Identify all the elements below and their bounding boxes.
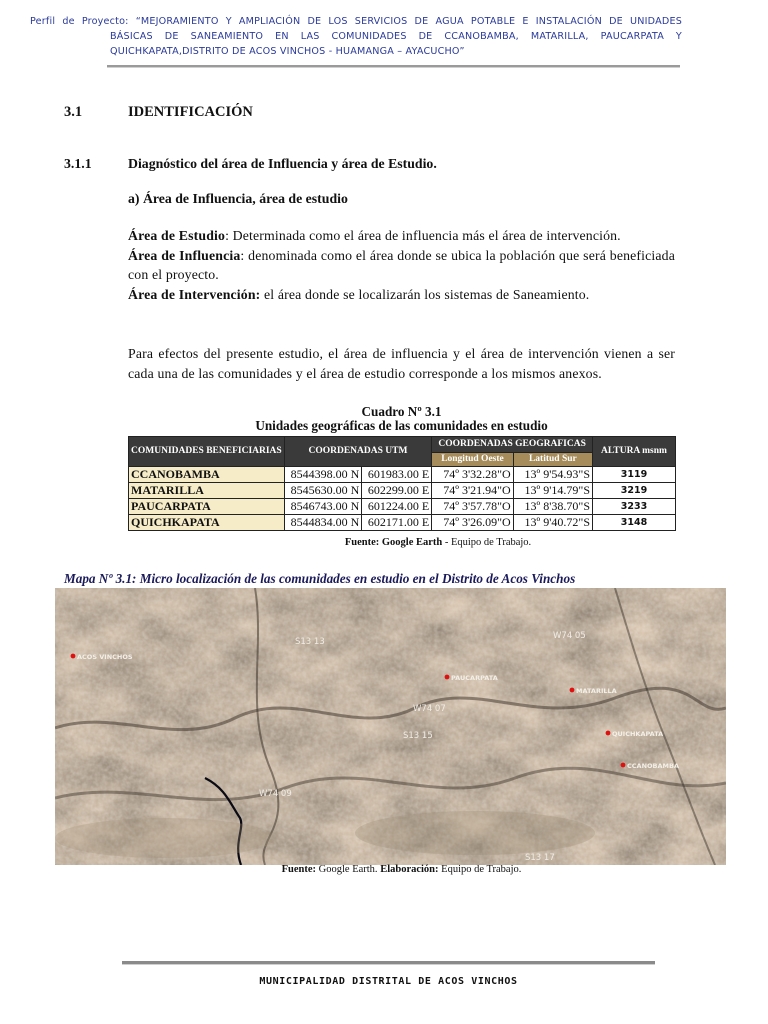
page-footer: MUNICIPALIDAD DISTRITAL DE ACOS VINCHOS [259, 976, 518, 987]
table-source-label: Fuente: [344, 537, 380, 548]
map-grid-label: S13 17 [525, 853, 555, 863]
table-caption-number: Cuadro Nº 3.1 [361, 404, 442, 419]
cell-name: CCANOBAMBA [129, 467, 285, 483]
table-source-extra: - Equipo de Trabajo. [442, 537, 532, 548]
subsection-number: 3.1.1 [64, 156, 92, 171]
map-source-text: Google Earth. [316, 864, 378, 875]
map-place-label: CCANOBAMBA [627, 762, 679, 770]
satellite-map [55, 588, 726, 865]
body-paragraph: Para efectos del presente estudio, el área de influencia y el área de intervención vienen a ser cada una de las comunidades y el área de estudio corresponde a los mismos anexos. [128, 346, 675, 381]
header-line-2: BÁSICAS DE SANEAMIENTO EN LAS COMUNIDADES DE CCANOBAMBA, MATARILLA, PAUCARPATA Y [110, 31, 682, 42]
map-source [128, 864, 675, 875]
term-estudio: Área de Estudio [128, 228, 226, 243]
table-row [129, 499, 676, 515]
col-comunidades: COMUNIDADES BENEFICIARIAS [129, 437, 285, 467]
cell-utm-n: 8546743.00 N [284, 499, 362, 515]
definition-intervencion [128, 285, 675, 305]
definition-estudio [128, 226, 675, 246]
text-estudio: : Determinada como el área de influencia más el área de intervención. [225, 228, 621, 243]
map-elab-label: Elaboración: [377, 864, 439, 875]
map-place-label: QUICHKAPATA [612, 730, 664, 738]
map-title: Mapa Nº 3.1: Micro localización de las comunidades en estudio en el Distrito de Acos Vinchos [64, 571, 576, 586]
table-caption-title: Unidades geográficas de las comunidades en estudio [255, 418, 548, 433]
map-source-label: Fuente: [281, 864, 317, 875]
marker-ccanobamba [621, 763, 626, 768]
map-grid-label: S13 15 [403, 731, 433, 741]
cell-lat: 13º 9'40.72"S [513, 515, 592, 531]
definition-influencia [128, 246, 675, 285]
col-geo: COORDENADAS GEOGRAFICAS [432, 437, 593, 453]
cell-name: MATARILLA [129, 483, 285, 499]
term-intervencion: Área de Intervención: [128, 286, 261, 302]
map-canvas [55, 588, 726, 865]
subsection-title: Diagnóstico del área de Influencia y área de Estudio. [128, 156, 437, 171]
table-row [129, 483, 676, 499]
cell-utm-n: 8544834.00 N [284, 515, 362, 531]
term-influencia: Área de Influencia [128, 247, 241, 263]
cell-utm-e: 601983.00 E [362, 467, 432, 483]
cell-utm-e: 601224.00 E [362, 499, 432, 515]
cell-lon: 74º 3'26.09"O [432, 515, 513, 531]
cell-utm-e: 602299.00 E [362, 483, 432, 499]
page-header [30, 14, 682, 59]
cell-name: QUICHKAPATA [129, 515, 285, 531]
footer-divider [122, 961, 655, 965]
coordinates-table [128, 436, 676, 531]
table-row [129, 467, 676, 483]
table-source [128, 537, 748, 548]
map-grid-label: W74 07 [413, 704, 446, 714]
map-grid-label: W74 09 [259, 789, 292, 799]
map-place-label: PAUCARPATA [451, 674, 498, 682]
cell-lon: 74º 3'32.28"O [432, 467, 513, 483]
cell-alt: 3148 [593, 515, 676, 531]
header-divider [107, 65, 680, 68]
section-number: 3.1 [64, 104, 83, 120]
col-altura: ALTURA msnm [593, 437, 676, 467]
map-place-label: MATARILLA [576, 687, 617, 695]
cell-lat: 13º 9'54.93"S [513, 467, 592, 483]
marker-paucarpata [445, 675, 450, 680]
marker-acos-vinchos [71, 654, 76, 659]
map-place-label: ACOS VINCHOS [77, 653, 133, 661]
text-intervencion: el área donde se localizarán los sistemas de Saneamiento. [260, 286, 590, 302]
header-line-1: Perfil de Proyecto: “MEJORAMIENTO Y AMPLIACIÓN DE LOS SERVICIOS DE AGUA POTABLE E INSTALACIÓN DE UNIDADES [30, 16, 682, 27]
header-line-3: QUICHKAPATA,DISTRITO DE ACOS VINCHOS - HUAMANGA – AYACUCHO” [110, 46, 465, 57]
cell-lon: 74º 3'21.94"O [432, 483, 513, 499]
cell-alt: 3219 [593, 483, 676, 499]
text-influencia: : denominada como el área donde se ubica la población que será beneficiada con el proyecto. [128, 247, 675, 282]
definitions-block [128, 226, 675, 304]
col-utm: COORDENADAS UTM [284, 437, 432, 467]
cell-name: PAUCARPATA [129, 499, 285, 515]
cell-lat: 13º 8'38.70"S [513, 499, 592, 515]
marker-quichkapata [606, 731, 611, 736]
map-grid-label: W74 05 [553, 631, 586, 641]
cell-lon: 74º 3'57.78"O [432, 499, 513, 515]
cell-utm-e: 602171.00 E [362, 515, 432, 531]
marker-matarilla [570, 688, 575, 693]
cell-lat: 13º 9'14.79"S [513, 483, 592, 499]
map-grid-label: S13 13 [295, 637, 325, 647]
map-elab-text: Equipo de Trabajo. [438, 864, 522, 875]
cell-alt: 3119 [593, 467, 676, 483]
section-title: IDENTIFICACIÓN [128, 104, 253, 120]
table-row [129, 515, 676, 531]
cell-alt: 3233 [593, 499, 676, 515]
cell-utm-n: 8544398.00 N [284, 467, 362, 483]
item-a-heading: a) Área de Influencia, área de estudio [128, 191, 348, 206]
col-longitud: Longitud Oeste [432, 453, 513, 467]
col-latitud: Latitud Sur [513, 453, 592, 467]
table-source-text: Google Earth [379, 537, 443, 548]
cell-utm-n: 8545630.00 N [284, 483, 362, 499]
